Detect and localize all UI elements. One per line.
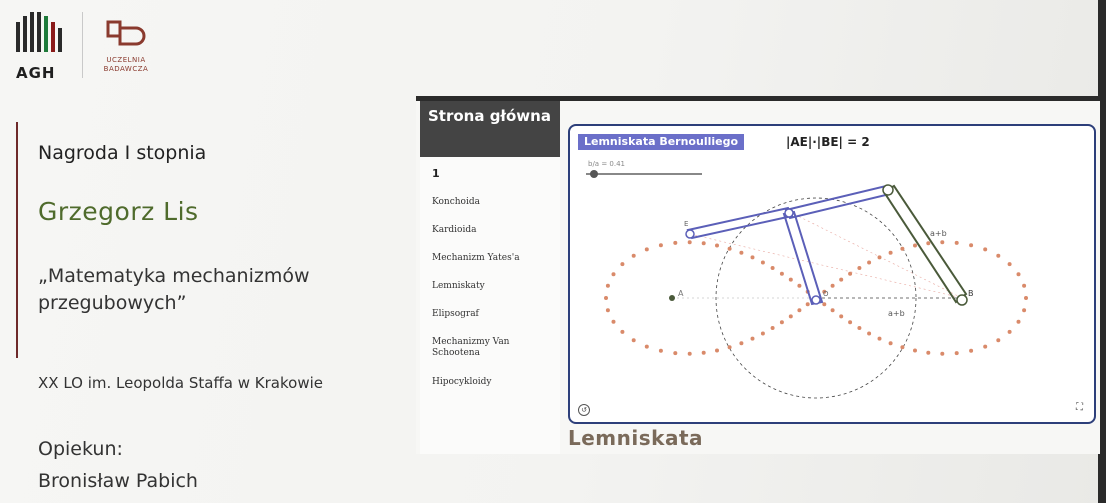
label-e: E [684, 220, 689, 228]
curve-dot [913, 349, 917, 353]
curve-dot [1024, 296, 1028, 300]
curve-dot [645, 247, 649, 251]
curve-dot [659, 349, 663, 353]
joint-b[interactable] [957, 295, 967, 305]
applet-equation: |AE|·|BE| = 2 [786, 135, 870, 149]
curve-dot [1022, 308, 1026, 312]
curve-dot [673, 241, 677, 245]
joint-o[interactable] [812, 296, 820, 304]
curve-dot [612, 320, 616, 324]
sidebar-title[interactable]: Strona główna [420, 101, 560, 157]
current-page-index: 1 [432, 167, 440, 180]
curve-dot [940, 240, 944, 244]
curve-dot [839, 314, 843, 318]
ratio-slider-handle[interactable] [590, 170, 598, 178]
curve-dot [659, 243, 663, 247]
curve-dot [751, 255, 755, 259]
curve-dot [761, 261, 765, 265]
label-b: B [968, 289, 974, 298]
curve-dot [848, 272, 852, 276]
curve-dot [620, 330, 624, 334]
curve-dot [839, 278, 843, 282]
curve-dot [1022, 284, 1026, 288]
link-bar-vertical [784, 212, 822, 304]
link-bar-top-right [786, 186, 890, 218]
sidebar-item-mechanizm-yatesa[interactable]: Mechanizm Yates'a [432, 253, 520, 263]
curve-dot [878, 337, 882, 341]
curve-dot [857, 266, 861, 270]
point-a[interactable] [669, 295, 675, 301]
curve-dot [1017, 320, 1021, 324]
curve-dot [789, 314, 793, 318]
joint-top[interactable] [785, 209, 793, 217]
curve-dot [797, 284, 801, 288]
curve-dot [926, 351, 930, 355]
curve-dot [604, 296, 608, 300]
supervisor-name: Bronisław Pabich [38, 470, 198, 492]
curve-dot [645, 345, 649, 349]
curve-dot [889, 251, 893, 255]
award-title: Nagroda I stopnia [38, 142, 207, 164]
curve-dot [688, 352, 692, 356]
curve-dot [715, 349, 719, 353]
ub-line2: BADAWCZA [103, 65, 149, 73]
sidebar-item-konchoida[interactable]: Konchoida [432, 197, 480, 207]
school-name: XX LO im. Leopolda Staffa w Krakowie [38, 374, 323, 392]
curve-dot [857, 326, 861, 330]
curve-dot [780, 272, 784, 276]
curve-dot [969, 243, 973, 247]
curve-dot [900, 247, 904, 251]
curve-dot [761, 332, 765, 336]
supervisor-label: Opiekun: [38, 438, 123, 460]
curve-dot [797, 308, 801, 312]
curve-dot [969, 349, 973, 353]
curve-dot [913, 244, 917, 248]
curve-dot [739, 251, 743, 255]
curve-dot [831, 284, 835, 288]
link-bar-green [884, 186, 966, 302]
ub-line1: UCZELNIA [106, 56, 146, 64]
page-heading: Lemniskata [568, 426, 703, 450]
ratio-slider-label: b/a = 0.41 [588, 160, 625, 168]
curve-dot [996, 338, 1000, 342]
curve-dot [751, 337, 755, 341]
curve-dot [620, 262, 624, 266]
curve-dot [702, 351, 706, 355]
curve-dot [996, 254, 1000, 258]
curve-dot [688, 240, 692, 244]
label-ab-top: a+b [930, 229, 947, 238]
curve-dot [1017, 272, 1021, 276]
curve-dot [612, 272, 616, 276]
curve-dot [940, 352, 944, 356]
curve-dot [789, 278, 793, 282]
author-name: Grzegorz Lis [38, 197, 199, 226]
label-ab-bottom: a+b [888, 309, 905, 318]
curve-dot [739, 341, 743, 345]
logo-divider [82, 12, 83, 78]
curve-dot [728, 247, 732, 251]
curve-dot [878, 255, 882, 259]
link-bar-top-left [688, 208, 792, 238]
applet-frame [568, 124, 1096, 424]
curve-dot [771, 266, 775, 270]
guide-line-1 [690, 234, 962, 298]
sidebar-item-hipocykloidy[interactable]: Hipocykloidy [432, 377, 492, 387]
curve-dot [780, 320, 784, 324]
curve-dot [848, 320, 852, 324]
project-title: „Matematyka mechanizmów przegubowych” [38, 265, 310, 314]
curve-dot [831, 308, 835, 312]
curve-dot [955, 351, 959, 355]
curve-dot [606, 284, 610, 288]
label-o: O [823, 290, 829, 298]
curve-dot [889, 341, 893, 345]
curve-dot [867, 332, 871, 336]
sidebar-item-van-schootena[interactable]: Mechanizmy Van Schootena [432, 337, 510, 358]
curve-dot [806, 302, 810, 306]
joint-right[interactable] [883, 185, 893, 195]
curve-dot [632, 338, 636, 342]
sidebar-item-elipsograf[interactable]: Elipsograf [432, 309, 479, 319]
curve-dot [771, 326, 775, 330]
curve-dot [983, 345, 987, 349]
joint-e[interactable] [686, 230, 694, 238]
sidebar-item-lemniskaty[interactable]: Lemniskaty [432, 281, 485, 291]
sidebar-item-kardioida[interactable]: Kardioida [432, 225, 477, 235]
accent-bar [16, 122, 18, 358]
curve-dot [955, 241, 959, 245]
sidebar [420, 101, 560, 454]
label-a: A [678, 289, 684, 298]
curve-dot [715, 244, 719, 248]
curve-dot [1008, 262, 1012, 266]
curve-dot [926, 241, 930, 245]
curve-dot [606, 308, 610, 312]
fullscreen-icon[interactable]: ⛶ [1076, 402, 1083, 413]
curve-dot [983, 247, 987, 251]
applet-title-badge: Lemniskata Bernoulliego [578, 134, 744, 150]
curve-dot [1008, 330, 1012, 334]
curve-dot [632, 254, 636, 258]
curve-dot [702, 241, 706, 245]
agh-text: AGH [16, 64, 56, 82]
curve-dot [867, 261, 871, 265]
curve-dot [673, 351, 677, 355]
curve-dot [900, 345, 904, 349]
ratio-slider-track[interactable] [586, 173, 702, 175]
curve-dot [728, 345, 732, 349]
app-screenshot [416, 96, 1100, 454]
reset-icon[interactable]: ↺ [578, 404, 590, 416]
lemniscate-graph[interactable] [570, 126, 1094, 422]
uczelnia-badawcza-logo-icon [104, 18, 148, 58]
uczelnia-badawcza-text [96, 56, 156, 74]
